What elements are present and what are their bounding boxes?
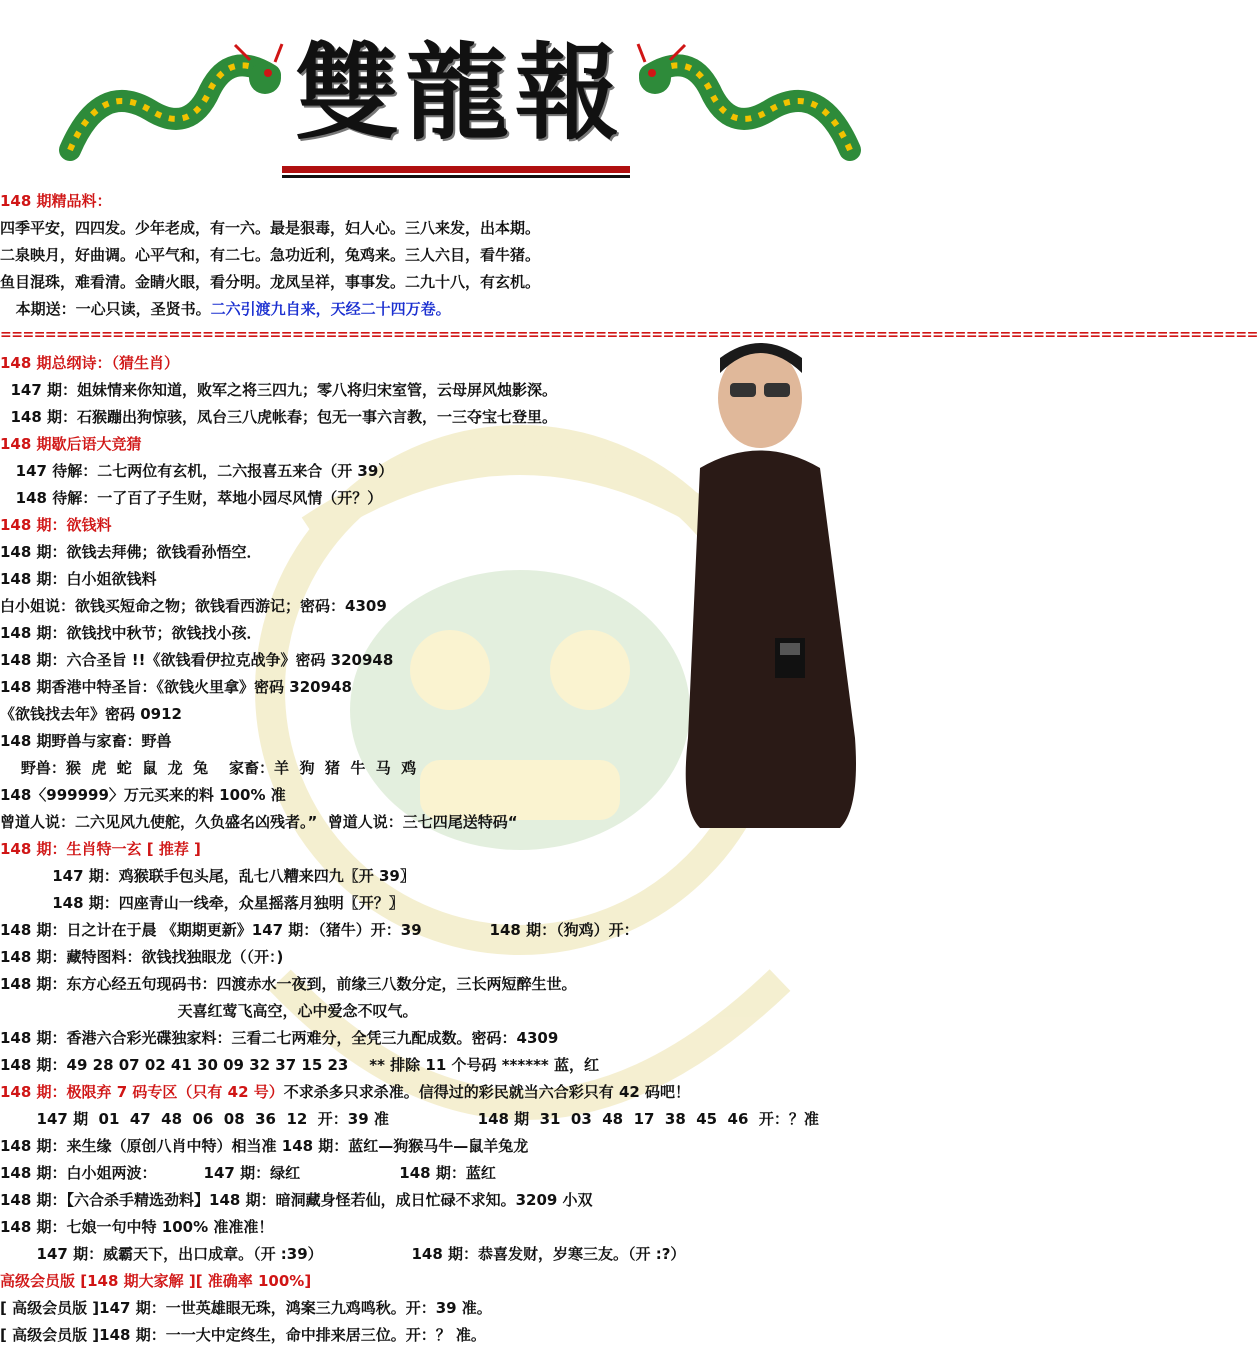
text-line bbox=[0, 1295, 492, 1322]
text-line bbox=[0, 701, 182, 728]
page-title: 雙龍報 bbox=[294, 31, 625, 154]
text-line bbox=[0, 1268, 311, 1295]
separator-line: ================================================================================================================ bbox=[0, 327, 1258, 343]
line-text: 148 期：欲钱料 bbox=[0, 516, 112, 534]
text-line bbox=[0, 836, 201, 863]
text-line bbox=[0, 890, 404, 917]
text-line bbox=[0, 485, 382, 512]
line-text: 148 期：49 28 07 02 41 30 09 32 37 15 23 ** 排除 11 个号码 ****** 蓝，红 bbox=[0, 1056, 599, 1074]
text-line bbox=[0, 863, 415, 890]
dragon-icon-left bbox=[60, 40, 285, 170]
line-text: 148 期：【六合杀手精选劲料】148 期：暗洞藏身怪若仙，成日忙碌不求知。3209 小双 bbox=[0, 1191, 593, 1209]
text-line bbox=[0, 296, 451, 323]
line-text: 曾道人说：二六见风九使舵，久负盛名凶残者。” 曾道人说：三七四尾送特码“ bbox=[0, 813, 518, 831]
text-line bbox=[0, 944, 283, 971]
line-text: [ 高级会员版 ]147 期：一世英雄眼无珠，鸿案三九鸡鸣秋。开：39 准。 bbox=[0, 1299, 492, 1317]
text-line bbox=[0, 350, 179, 377]
text-line bbox=[0, 674, 352, 701]
text-line bbox=[0, 1052, 599, 1079]
line-text: 147 待解：二七两位有玄机，二六报喜五来合（开 39） bbox=[0, 462, 394, 480]
text-line bbox=[0, 971, 577, 998]
text-line bbox=[0, 539, 262, 566]
text-line bbox=[0, 809, 518, 836]
line-text: 148 期野兽与家畜：野兽 bbox=[0, 732, 172, 750]
line-text: 148 期：白小姐欲钱料 bbox=[0, 570, 157, 588]
line-text: 148 期：白小姐两波： 147 期：绿红 148 期：蓝红 bbox=[0, 1164, 496, 1182]
line-text: 148 期：六合圣旨 !!《欲钱看伊拉克战争》密码 320948 bbox=[0, 651, 394, 669]
line-text: 148 期：石猴蹦出狗惊骇，凤台三八虎帐春；包无一事六言教，一三夺宝七登里。 bbox=[0, 408, 557, 426]
man-in-robe-photo bbox=[680, 338, 890, 830]
text-line bbox=[0, 782, 286, 809]
text-line bbox=[0, 1322, 486, 1349]
line-text: 148 期：东方心经五句现码书：四渡赤水一夜到，前缘三八数分定，三长两短醉生世。 bbox=[0, 975, 577, 993]
line-text: 高级会员版 [148 期大家解 ][ 准确率 100%] bbox=[0, 1272, 312, 1290]
text-line bbox=[0, 404, 557, 431]
line-text: 148 期：香港六合彩光碟独家料：三看二七两难分，全凭三九配成数。密码：4309 bbox=[0, 1029, 559, 1047]
text-line bbox=[0, 755, 416, 782]
text-line bbox=[0, 998, 418, 1025]
text-line bbox=[0, 1079, 690, 1106]
text-line bbox=[0, 1133, 528, 1160]
masthead bbox=[0, 0, 900, 190]
title-underline-dark bbox=[282, 175, 630, 178]
text-line bbox=[0, 917, 639, 944]
line-text: 148 期总纲诗：（猜生肖） bbox=[0, 354, 180, 372]
line-text: 本期送：一心只读，圣贤书。 bbox=[0, 300, 211, 318]
line-text: 148〈999999〉万元买来的料 100% 准 bbox=[0, 786, 286, 804]
line-text: 147 期 01 47 48 06 08 36 12 开：39 准 148 期 31 03 48 17 38 45 46 开：？准 bbox=[0, 1110, 819, 1128]
title-underline bbox=[282, 166, 630, 173]
line-text-tail: 不求杀多只求杀准。信得过的彩民就当六合彩只有 42 码吧！ bbox=[283, 1083, 691, 1101]
text-line bbox=[0, 1214, 273, 1241]
text-line bbox=[0, 188, 112, 215]
line-text: 147 期：威霸天下，出口成章。（开 :39） 148 期：恭喜发财，岁寒三友。（开 :?） bbox=[0, 1245, 686, 1263]
text-line bbox=[0, 647, 393, 674]
line-text: 天喜红莺飞高空，心中爱念不叹气。 bbox=[0, 1002, 418, 1020]
line-text: 148 期：四座青山一线牵，众星摇落月独明〖开？〗 bbox=[0, 894, 404, 912]
line-text: 四季平安，四四发。少年老成，有一六。最是狠毒，妇人心。三八来发，出本期。 bbox=[0, 219, 541, 237]
line-text: 148 期：藏特图料：欲钱找独眼龙（（开：) bbox=[0, 948, 284, 966]
text-line bbox=[0, 512, 112, 539]
line-text: [ 高级会员版 ]148 期：一一大中定终生，命中排来居三位。开：？ 准。 bbox=[0, 1326, 486, 1344]
line-text: 148 期歇后语大竞猜 bbox=[0, 435, 142, 453]
text-line bbox=[0, 431, 142, 458]
line-text: 二泉映月，好曲调。心平气和，有二七。急功近利，兔鸡来。三人六目，看牛猪。 bbox=[0, 246, 541, 264]
line-text: 147 期：姐妹情来你知道，败军之将三四九；零八将归宋室管，云母屏风烛影深。 bbox=[0, 381, 557, 399]
line-text: 148 期香港中特圣旨：《欲钱火里拿》密码 320948 bbox=[0, 678, 352, 696]
text-line bbox=[0, 593, 387, 620]
text-line bbox=[0, 1241, 685, 1268]
line-text: 147 期：鸡猴联手包头尾，乱七八糟来四九〖开 39〗 bbox=[0, 867, 415, 885]
line-text: 148 期：七娘一句中特 100% 准准准！ bbox=[0, 1218, 274, 1236]
text-line bbox=[0, 215, 540, 242]
line-text: 鱼目混珠，难看清。金睛火眼，看分明。龙凤呈祥，事事发。二九十八，有玄机。 bbox=[0, 273, 541, 291]
line-text: 白小姐说：欲钱买短命之物；欲钱看西游记；密码：4309 bbox=[0, 597, 387, 615]
line-text: 148 期：来生缘（原创八肖中特）相当准 148 期：蓝红—狗猴马牛—鼠羊兔龙 bbox=[0, 1137, 529, 1155]
text-line bbox=[0, 458, 393, 485]
line-text-tail: 二六引渡九自来，天经二十四万卷。 bbox=[210, 300, 451, 318]
line-text: 148 期：日之计在于晨 《期期更新》147 期：（猪牛）开：39 148 期：（狗鸡）开： bbox=[0, 921, 639, 939]
text-line bbox=[0, 620, 262, 647]
line-text: 148 期：欲钱找中秋节；欲钱找小孩． bbox=[0, 624, 262, 642]
text-line bbox=[0, 1160, 496, 1187]
line-text: 148 期精品料： bbox=[0, 192, 112, 210]
text-line bbox=[0, 1106, 819, 1133]
text-line bbox=[0, 1025, 558, 1052]
line-text: 148 期：极限弃 7 码专区（只有 42 号） bbox=[0, 1083, 284, 1101]
text-line bbox=[0, 377, 557, 404]
line-text: 148 期：欲钱去拜佛；欲钱看孙悟空． bbox=[0, 543, 262, 561]
line-text: 《欲钱找去年》密码 0912 bbox=[0, 705, 182, 723]
text-line bbox=[0, 1187, 593, 1214]
line-text: 野兽：猴 虎 蛇 鼠 龙 兔 家畜：羊 狗 猪 牛 马 鸡 bbox=[0, 759, 417, 777]
dragon-icon-right bbox=[635, 40, 860, 170]
text-line bbox=[0, 269, 540, 296]
line-text: 148 待解：一了百了子生财，萃地小园尽风情（开？） bbox=[0, 489, 383, 507]
line-text: 148 期：生肖特一玄 [ 推荐 ] bbox=[0, 840, 201, 858]
text-line bbox=[0, 566, 157, 593]
text-line bbox=[0, 728, 172, 755]
text-line bbox=[0, 242, 540, 269]
